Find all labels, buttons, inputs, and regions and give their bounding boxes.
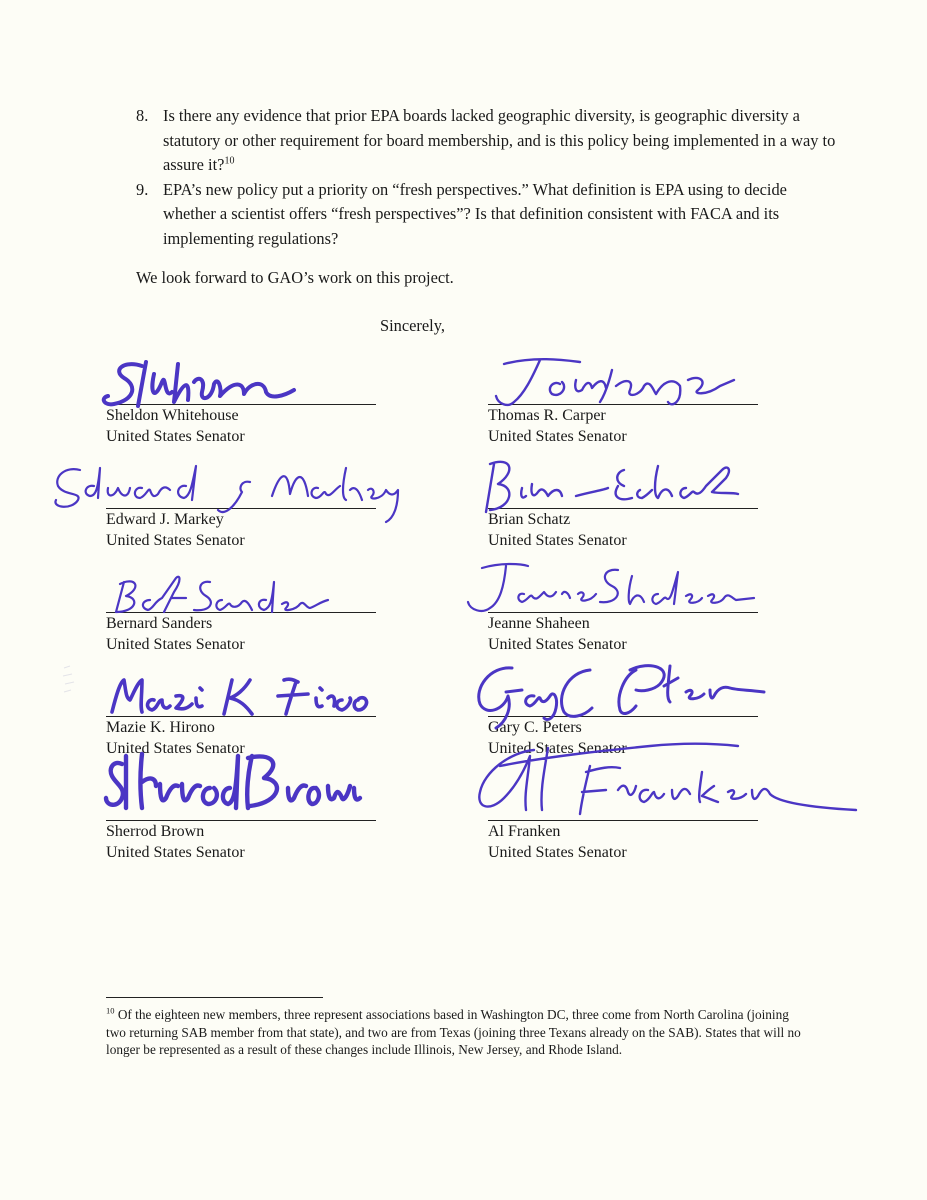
signature-line <box>488 820 758 821</box>
signer-title: United States Senator <box>106 739 245 757</box>
footnote-marker: 10 <box>106 1005 115 1016</box>
question-item-8 <box>136 104 836 178</box>
signature-shaheen <box>452 558 770 618</box>
signer-name: Jeanne Shaheen <box>488 615 590 632</box>
signer-name: Brian Schatz <box>488 511 571 528</box>
question-text: EPA’s new policy put a priority on “fresh perspectives.” What definition is EPA using to decide whether a scientist offers “fresh perspectives”? Is that definition consistent with FACA and its implementing regulations? <box>163 179 787 248</box>
signer-block-schatz <box>488 508 758 551</box>
question-list <box>136 104 836 251</box>
signer-title: United States Senator <box>488 531 627 549</box>
signer-block-sanders <box>106 612 376 655</box>
signer-block-peters <box>488 716 758 759</box>
signer-block-shaheen <box>488 612 758 655</box>
scan-smudge-mark <box>60 662 80 702</box>
signature-line <box>106 508 376 509</box>
question-item-9 <box>136 178 836 252</box>
signer-title: United States Senator <box>106 843 245 861</box>
signer-title: United States Senator <box>106 531 245 549</box>
signer-name: Sherrod Brown <box>106 823 205 840</box>
signer-name: Sheldon Whitehouse <box>106 407 239 424</box>
signer-block-hirono <box>106 716 376 759</box>
signature-line <box>488 612 758 613</box>
signer-title: United States Senator <box>106 427 245 445</box>
signer-block-brown <box>106 820 376 863</box>
question-text: Is there any evidence that prior EPA boards lacked geographic diversity, is geographic diversity a statutory or other requirement for board membership, and is this policy being implemented in a way to assure it?$^{10}$ <box>163 106 836 174</box>
signer-name: Al Franken <box>488 823 561 840</box>
signer-title: United States Senator <box>488 843 627 861</box>
signature-line <box>106 820 376 821</box>
question-number: 9. <box>136 179 149 199</box>
footnote-reference: 10 <box>224 155 235 167</box>
signature-line <box>488 508 758 509</box>
signer-name: Bernard Sanders <box>106 615 213 632</box>
signature-line <box>488 716 758 717</box>
signature-line <box>106 716 376 717</box>
signer-title: United States Senator <box>106 635 245 653</box>
signature-line <box>106 612 376 613</box>
footnote-text: Of the eighteen new members, three represent associations based in Washington DC, three come from North Carolina (joining two returning SAB member from that state), and two are from Texas (joining three Texans already on the SAB). States that will no longer be represented as a result of these changes include Illinois, New Jersey, and Rhode Island. <box>106 1007 801 1058</box>
footnote-separator <box>106 997 323 998</box>
signer-block-carper <box>488 404 758 447</box>
signer-name: Gary C. Peters <box>488 719 582 736</box>
signature-line <box>488 404 758 405</box>
signer-title: United States Senator <box>488 635 627 653</box>
signature-carper <box>484 350 746 412</box>
question-number: 8. <box>136 106 149 125</box>
sign-off: Sincerely, <box>380 316 445 335</box>
closing-paragraph: We look forward to GAO’s work on this project. <box>136 268 454 287</box>
signer-name: Edward J. Markey <box>106 511 224 528</box>
signature-line <box>106 404 376 405</box>
signer-block-franken <box>488 820 758 863</box>
signer-block-markey <box>106 508 376 551</box>
signer-title: United States Senator <box>488 739 627 757</box>
signer-name: Thomas R. Carper <box>488 407 606 424</box>
footnote <box>106 1006 806 1059</box>
signer-name: Mazie K. Hirono <box>106 719 215 736</box>
signer-title: United States Senator <box>488 427 627 445</box>
signer-block-whitehouse <box>106 404 376 447</box>
